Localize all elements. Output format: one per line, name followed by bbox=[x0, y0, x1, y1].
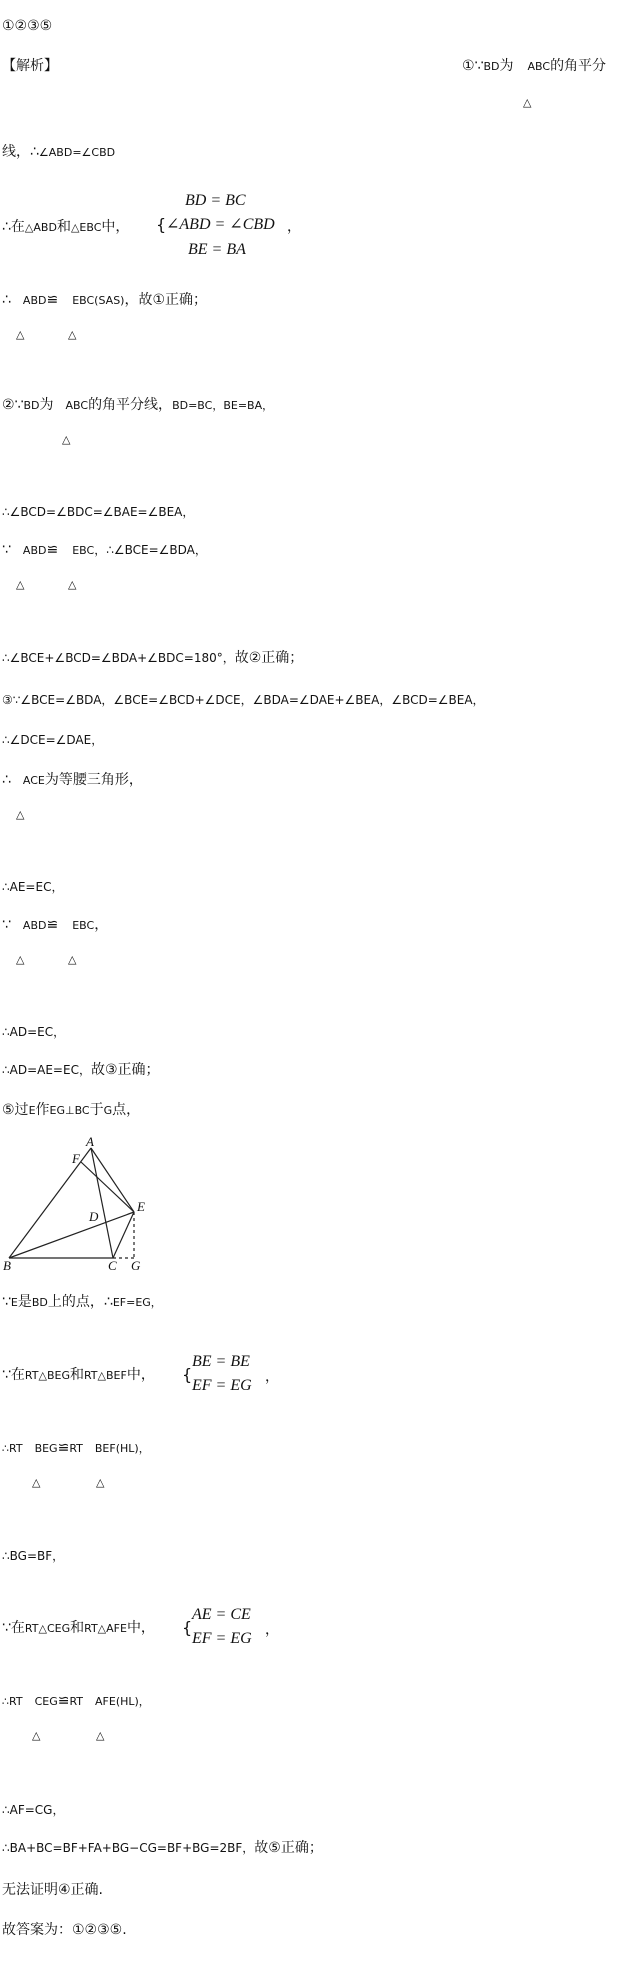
line-23: ∴AF=CG， bbox=[2, 1803, 65, 1817]
label-e: E bbox=[137, 1199, 145, 1214]
equation-row: EF = EG bbox=[192, 1630, 252, 1647]
label-a: A bbox=[86, 1135, 94, 1149]
line-6: ∴∠BCD=∠BDC=∠BAE=∠BEA， bbox=[2, 505, 195, 519]
line-10: ∴∠DCE=∠DAE， bbox=[2, 733, 104, 747]
triangle-symbol: △ bbox=[16, 578, 25, 591]
triangle-symbol: △ bbox=[68, 953, 77, 966]
line-1: ①∵BD为 ABC的角平分 bbox=[462, 58, 607, 74]
line-14: ∴AD=EC， bbox=[2, 1025, 66, 1039]
line-17: ∵E是BD上的点，∴EF=EG， bbox=[2, 1294, 162, 1310]
equation-row: BD = BC bbox=[185, 192, 246, 209]
triangle-symbol: △ bbox=[32, 1476, 41, 1489]
left-brace: { bbox=[156, 215, 167, 234]
left-brace: { bbox=[182, 1618, 193, 1637]
line-22: ∴RT CEG≌RT AFE(HL)， bbox=[2, 1693, 150, 1709]
line-18: ∵在RT△BEG和RT△BEF中， bbox=[2, 1367, 155, 1383]
left-brace: { bbox=[182, 1365, 193, 1384]
segment-ef bbox=[81, 1162, 134, 1212]
line-15: ∴AD=AE=EC，故③正确； bbox=[2, 1062, 160, 1078]
comma: ， bbox=[265, 1369, 279, 1385]
triangle-symbol: △ bbox=[62, 433, 71, 446]
final-answer: 故答案为：①②③⑤. bbox=[2, 1922, 127, 1938]
triangle-symbol: △ bbox=[68, 328, 77, 341]
label-d: D bbox=[89, 1209, 99, 1224]
label-f: F bbox=[72, 1151, 80, 1166]
line-5: ②∵BD为 ABC的角平分线，BD=BC，BE=BA， bbox=[2, 397, 274, 413]
label-c: C bbox=[108, 1258, 117, 1270]
line-8: ∴∠BCE+∠BCD=∠BDA+∠BDC=180°，故②正确； bbox=[2, 650, 304, 666]
segment-be bbox=[9, 1212, 134, 1258]
line-16: ⑤过E作EG⊥BC于G点， bbox=[2, 1102, 141, 1118]
triangle-symbol: △ bbox=[68, 578, 77, 591]
equation-row: BE = BE bbox=[192, 1353, 250, 1370]
line-24: ∴BA+BC=BF+FA+BG−CG=BF+BG=2BF，故⑤正确； bbox=[2, 1840, 323, 1856]
line-20: ∴BG=BF， bbox=[2, 1549, 65, 1563]
equation-row: BE = BA bbox=[188, 241, 246, 258]
line-19: ∴RT BEG≌RT BEF(HL)， bbox=[2, 1440, 150, 1456]
comma: ， bbox=[287, 219, 301, 235]
triangle-symbol: △ bbox=[32, 1729, 41, 1742]
label-g: G bbox=[131, 1258, 141, 1270]
triangle-symbol: △ bbox=[523, 96, 532, 109]
line-2: 线，∴∠ABD=∠CBD bbox=[2, 144, 116, 160]
line-7: ∵ ABD≌ EBC，∴∠BCE=∠BDA， bbox=[2, 542, 207, 558]
line-3: ∴在△ABD和△EBC中， bbox=[2, 219, 130, 235]
triangle-symbol: △ bbox=[96, 1729, 105, 1742]
line-9: ③∵∠BCE=∠BDA，∠BCE=∠BCD+∠DCE，∠BDA=∠DAE+∠BEA，∠BCD=∠BEA， bbox=[2, 693, 485, 707]
line-12: ∴AE=EC， bbox=[2, 880, 64, 894]
line-21: ∵在RT△CEG和RT△AFE中， bbox=[2, 1620, 155, 1636]
equation-row: EF = EG bbox=[192, 1377, 252, 1394]
triangle-symbol: △ bbox=[16, 328, 25, 341]
line-4: ∴ ABD≌ EBC(SAS)，故①正确； bbox=[2, 292, 208, 308]
analysis-header: 【解析】 bbox=[2, 58, 58, 74]
answer-top: ①②③⑤ bbox=[2, 18, 53, 34]
line-13: ∵ ABD≌ EBC， bbox=[2, 917, 109, 933]
equation-row: AE = CE bbox=[192, 1606, 251, 1623]
triangle-symbol: △ bbox=[96, 1476, 105, 1489]
comma: ， bbox=[265, 1622, 279, 1638]
equation-row: ∠ABD = ∠CBD bbox=[166, 216, 275, 233]
geometry-figure bbox=[0, 1135, 150, 1270]
label-b: B bbox=[3, 1258, 11, 1270]
line-11: ∴ ACE为等腰三角形， bbox=[2, 772, 143, 788]
line-25: 无法证明④正确. bbox=[2, 1882, 104, 1898]
triangle-symbol: △ bbox=[16, 808, 25, 821]
triangle-symbol: △ bbox=[16, 953, 25, 966]
